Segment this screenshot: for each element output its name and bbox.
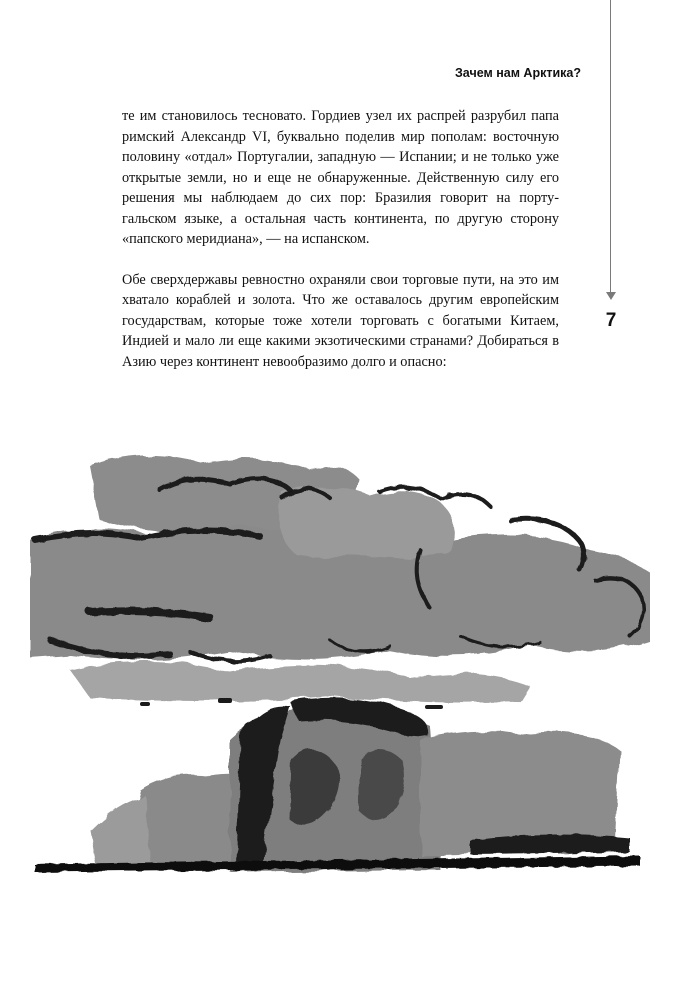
body-text [122, 106, 559, 372]
margin-rule [610, 0, 611, 298]
page-number: 7 [605, 310, 617, 331]
paragraph-2: Обе сверхдержавы ревностно охраняли свои торговые пути, на это им хватало кораблей и золота. Что же оставалось другим европейским государствам, которые тоже хотели торговать с богатыми Китаем, Индией и мало ли еще какими экзотическими странами? Добираться в Азию через континент невообразимо долго и опасно: [122, 271, 559, 370]
cloud-upper [30, 455, 650, 703]
ink-illustration [30, 440, 650, 900]
arrow-down-icon [606, 292, 616, 300]
paragraph-1: те им становилось тесновато. Гордиев узел их распрей разрубил папа римский Александр VI, буквально поделив мир пополам: восточную половину «отдал» Португалии, западную — Испании; и не только уже открытые земли, но и еще не обнаруженные. Действенную силу его решения мы наблюдаем до сих пор: Бразилия говорит на португальском языке, а остальная часть континента, по другую сторону «папского меридиана», — на испанском. [122, 108, 559, 247]
running-title: Зачем нам Арктика? [454, 66, 581, 80]
